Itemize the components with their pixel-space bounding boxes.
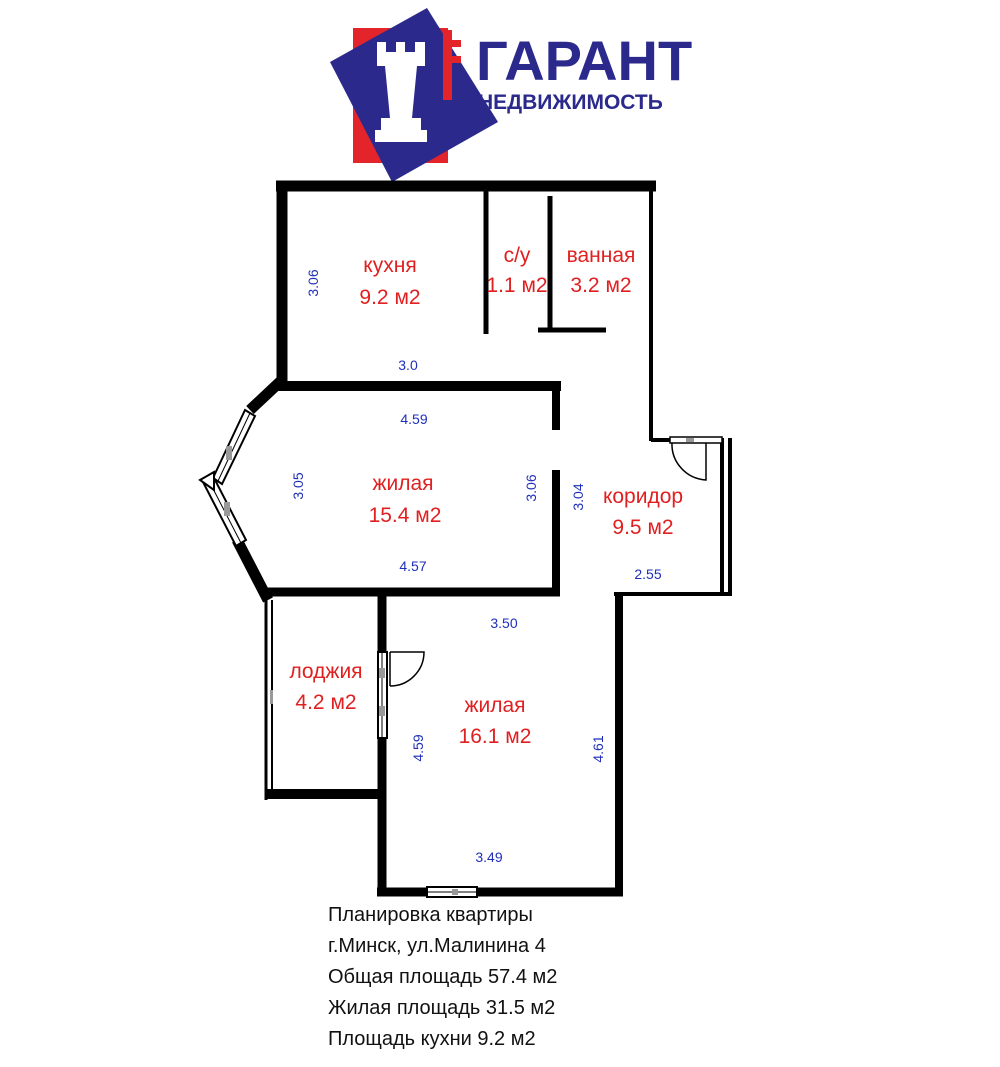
dim-corridor-width: 2.55	[634, 566, 662, 582]
dim-living1-right: 3.06	[523, 474, 539, 502]
corridor-label: коридор	[602, 485, 684, 508]
bathroom-area: 3.2 м2	[570, 274, 632, 297]
kitchen-label: кухня	[363, 254, 417, 277]
caption-kitchen-area: Площадь кухни 9.2 м2	[328, 1028, 536, 1050]
caption-title: Планировка квартиры	[328, 904, 533, 926]
living2-area: 16.1 м2	[458, 725, 532, 748]
living1-area: 15.4 м2	[368, 504, 442, 527]
windows	[200, 410, 477, 897]
living2-label: жилая	[464, 694, 526, 717]
brand-subtitle: НЕДВИЖИМОСТЬ	[478, 91, 663, 114]
dim-living2-left: 4.59	[410, 734, 426, 762]
caption-address: г.Минск, ул.Малинина 4	[328, 935, 546, 957]
loggia-area: 4.2 м2	[295, 691, 357, 714]
loggia-label: лоджия	[289, 660, 363, 683]
dimension-labels	[290, 269, 662, 865]
dim-living1-left: 3.05	[290, 472, 306, 500]
kitchen-area: 9.2 м2	[359, 286, 421, 309]
caption-living-area: Жилая площадь 31.5 м2	[328, 997, 556, 1019]
dim-living1-bottom: 4.57	[399, 558, 427, 574]
dim-corridor-height: 3.04	[570, 483, 586, 511]
dim-kitchen-width: 3.0	[398, 357, 418, 373]
bathroom-label: ванная	[566, 244, 636, 267]
dim-kitchen-height: 3.06	[305, 269, 321, 297]
wc-label: с/у	[503, 244, 531, 267]
dim-living2-top: 3.50	[490, 615, 518, 631]
corridor-area: 9.5 м2	[612, 516, 674, 539]
plan-caption	[328, 900, 748, 1055]
wall-bay-upper	[250, 380, 282, 410]
brand-logo	[330, 8, 692, 182]
brand-name: ГАРАНТ	[476, 29, 693, 92]
wall-bay-lower	[237, 540, 268, 600]
dim-living2-bottom: 3.49	[475, 849, 503, 865]
wc-area: 1.1 м2	[486, 274, 548, 297]
dim-living1-top: 4.59	[400, 411, 428, 427]
caption-total-area: Общая площадь 57.4 м2	[328, 966, 558, 988]
dim-living2-right: 4.61	[590, 735, 606, 763]
entrance-door	[672, 442, 706, 480]
loggia-door-swing	[390, 652, 424, 686]
living1-label: жилая	[372, 472, 434, 495]
